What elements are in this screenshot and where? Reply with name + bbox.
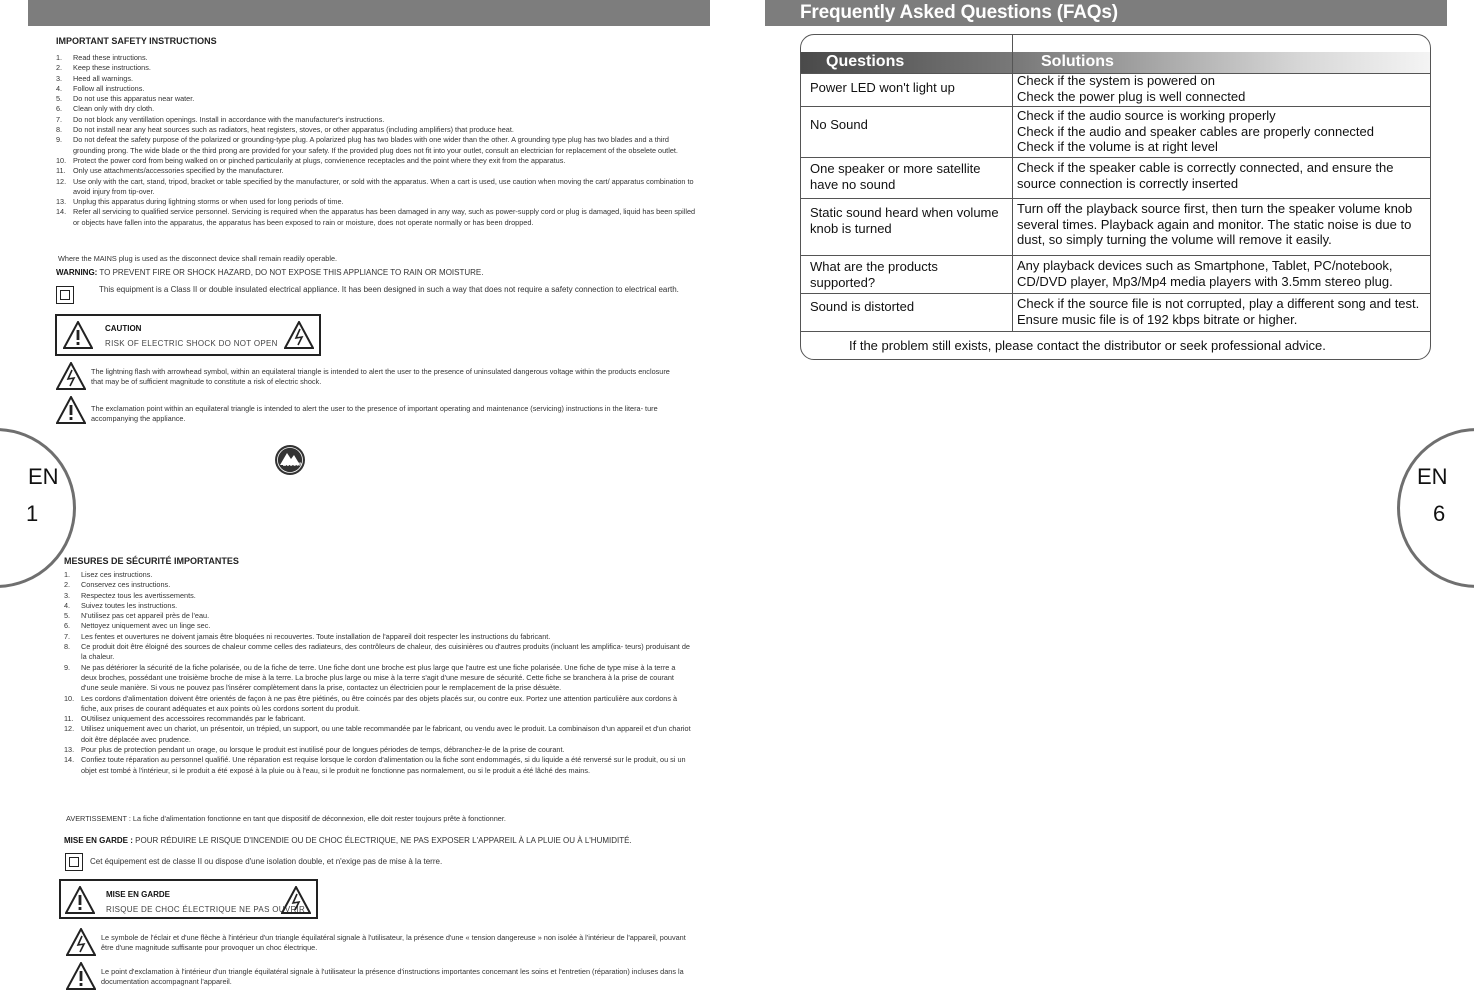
list-item-number: 14. (64, 755, 75, 765)
list-item-number: 11. (64, 714, 74, 724)
column-divider (1012, 35, 1013, 331)
questions-header: Questions (826, 53, 905, 70)
altitude-icon (274, 444, 306, 476)
list-item-number: 12. (56, 176, 67, 186)
fr-safety-list (64, 570, 692, 776)
list-item-number: 13. (64, 745, 75, 755)
exclamation-triangle-icon (56, 396, 86, 424)
row-divider (801, 198, 1430, 199)
list-item-number: 9. (56, 135, 63, 145)
list-item-text: Clean only with dry cloth. (73, 104, 155, 114)
list-item-number: 6. (56, 104, 63, 114)
fr-warning-text: POUR RÉDUIRE LE RISQUE D'INCENDIE OU DE CHOC ÉLECTRIQUE, NE PAS EXPOSER L'APPAREIL À LA PLUIE OU À L'HUMIDITÉ. (135, 836, 632, 845)
caution-box (55, 314, 321, 356)
list-item (56, 197, 702, 207)
row-divider (801, 106, 1430, 107)
exclamation-triangle-icon (66, 962, 96, 990)
list-item (64, 611, 692, 621)
list-item-text: Ne pas détériorer la sécurité de la fiche polarisée, ou de la fiche de terre. Une fiche dont une broche est plus large que l'autre est une fiche polarisée. Une fiche de type mise à la terre a deux broches, possédant une troisième broche de mise à la terre. La broche plus large ou mise à la terre s'agit d'une mesure de sécurité. Cette fiche se branchera à la prise de courant d'une seule manière. Si vous ne pouvez pas l'insérer complètement dans la prise, contactez un électricien pour le remplacement de la prise désuète. (81, 662, 676, 693)
list-item-text: Conservez ces instructions. (81, 580, 171, 590)
list-item-text: Utilisez uniquement avec un chariot, un présentoir, un trépied, un support, ou une table recommandée par le fabricant, ou vendu avec le produit. La combinaison d'un appareil et d'un chariot doit être déplacée avec prudence. (81, 724, 691, 744)
list-item-text: OUtilisez uniquement des accessoires recommandés par le fabricant. (81, 714, 306, 724)
warning-text: TO PREVENT FIRE OR SHOCK HAZARD, DO NOT EXPOSE THIS APPLIANCE TO RAIN OR MOISTURE. (99, 268, 484, 277)
lightning-triangle-icon (66, 928, 96, 956)
list-item-number: 7. (56, 114, 63, 124)
row-divider (801, 331, 1430, 332)
list-item-text: Refer all servicing to qualified service personnel. Servicing is required when the apparatus has been damaged in any way, such as power-supply cord or plug is damaged, liquid has been spilled or objects have fallen into the apparatus, the apparatus has been exposed to rain or moisture, does not operate normally or has been dropped. (73, 207, 696, 227)
list-item-text: Confiez toute réparation au personnel qualifié. Une réparation est requise lorsque le cordon d'alimentation ou la fiche sont endommagés, si du liquide a été renversé sur le produit, ou si un objet est tombé à l'intérieur, si le produit a été exposé à la pluie ou à l'eau, si le produit ne fonctionne pas normalement, ou si le produit a été lâché des mains. (81, 755, 686, 775)
exclamation-triangle-icon (63, 321, 93, 349)
class2-text: This equipment is a Class II or double insulated electrical appliance. It has been designed in such a way that does not require a safety connection to electrical earth. (99, 285, 679, 294)
caution-subtitle: RISK OF ELECTRIC SHOCK DO NOT OPEN (105, 339, 278, 348)
warning-label: WARNING: (56, 268, 98, 277)
list-item-number: 3. (56, 73, 63, 83)
solutions-header: Solutions (1041, 53, 1114, 70)
fr-caution-box (59, 879, 318, 919)
list-item-number: 2. (64, 580, 71, 590)
fr-lightning-note: Le symbole de l'éclair et d'une flèche à l'intérieur d'un triangle équilatéral signale à l'utilisateur, la présence d'une « tension dangereuse » non isolée à l'intérieur de l'appareil, pouvant être d'une magnitude suffisante pour provoquer un choc électrique. (101, 933, 686, 952)
list-item-text: Keep these instructions. (73, 63, 151, 73)
fr-caution-title: MISE EN GARDE (106, 890, 171, 899)
faq-solution: Turn off the playback source first, then turn the speaker volume knob several times. Playback again and monitor. The static noise is due to dust, so simply turning the volume will remove it easily. (1017, 201, 1413, 248)
list-item-number: 8. (64, 642, 71, 652)
faq-solution: Any playback devices such as Smartphone, Tablet, PC/notebook, CD/DVD player, Mp3/Mp4 media players with 3.5mm stereo plug. (1017, 258, 1393, 289)
list-item-number: 9. (64, 662, 71, 672)
list-item-number: 1. (56, 53, 63, 62)
list-item-text: Use only with the cart, stand, tripod, bracket or table specified by the manufacturer, or sold with the apparatus. When a cart is used, use caution when moving the cart/ apparatus combination to avoid injury from tip-over. (73, 176, 694, 196)
list-item (64, 580, 692, 590)
list-item-number: 12. (64, 724, 75, 734)
list-item-text: Follow all instructions. (73, 83, 145, 93)
list-item (64, 591, 692, 601)
list-item-number: 14. (56, 207, 67, 217)
list-item (64, 694, 692, 715)
safety-list (56, 53, 702, 228)
list-item (64, 632, 692, 642)
faq-table (800, 34, 1431, 360)
list-item-number: 7. (64, 631, 71, 641)
list-item (64, 663, 692, 694)
list-item-text: Nettoyez uniquement avec un linge sec. (81, 621, 211, 631)
list-item-number: 3. (64, 590, 71, 600)
list-item-text: Only use attachments/accessories specified by the manufacturer. (73, 166, 284, 176)
list-item-number: 8. (56, 125, 63, 135)
list-item (56, 125, 702, 135)
caution-title: CAUTION (105, 324, 142, 333)
lightning-note: The lightning flash with arrowhead symbol, within an equilateral triangle is intended to alert the user to the presence of uninsulated dangerous voltage within the products enclosure that may be of sufficient magnitude to constitute a risk of electric shock. (91, 367, 670, 386)
fr-class2-icon (65, 853, 83, 871)
fr-safety-title: MESURES DE SÉCURITÉ IMPORTANTES (64, 556, 239, 566)
list-item-number: 4. (56, 83, 63, 93)
list-item (64, 724, 692, 745)
list-item-number: 1. (64, 570, 71, 579)
list-item-text: Les fentes et ouvertures ne doivent jamais être bloquées ni recouvertes. Toute installation de l'appareil doit respecter les instructions du fabricant. (81, 631, 551, 641)
list-item (56, 74, 702, 84)
lang-label-left: EN (28, 464, 59, 489)
list-item-text: Do not block any ventillation openings. Install in accordance with the manufacturer's instructions. (73, 114, 385, 124)
lightning-triangle-icon (56, 362, 86, 390)
faq-solution: Check if the audio source is working properly Check if the audio and speaker cables are properly connected Check if the volume is at right level (1017, 108, 1374, 155)
list-item-text: Protect the power cord from being walked on or pinched particularily at plugs, convienence receptacles and the point where they exit from the apparatus. (73, 155, 566, 165)
list-item (64, 621, 692, 631)
list-item (56, 115, 702, 125)
row-divider (801, 293, 1430, 294)
fr-class2-text: Cet équipement est de classe II ou dispose d'une isolation double, et n'exige pas de mise à la terre. (90, 857, 443, 866)
list-item-number: 5. (56, 94, 63, 104)
page-number-right: 6 (1433, 501, 1446, 526)
faq-question: Static sound heard when volume knob is turned (810, 205, 999, 236)
list-item-text: Read these intructions. (73, 53, 148, 62)
list-item-text: Suivez toutes les instructions. (81, 600, 178, 610)
faq-footer: If the problem still exists, please contact the distributor or seek professional advice. (849, 338, 1326, 353)
list-item-text: Do not install near any heat sources such as radiators, heat registers, stoves, or other apparatus (including amplifiers) that produce heat. (73, 125, 514, 135)
mains-note: Where the MAINS plug is used as the disconnect device shall remain readily operable. (58, 254, 338, 263)
list-item-text: Heed all warnings. (73, 73, 134, 83)
list-item-text: Pour plus de protection pendant un orage, ou lorsque le produit est inutilisé pour de longues périodes de temps, débranchez-le de la prise de courant. (81, 745, 565, 755)
lightning-triangle-icon (281, 886, 311, 914)
list-item-number: 10. (56, 155, 67, 165)
faq-question: One speaker or more satellite have no sound (810, 161, 981, 192)
lightning-triangle-icon (284, 321, 314, 349)
page-number-left: 1 (26, 501, 39, 526)
list-item (56, 94, 702, 104)
list-item-number: 10. (64, 693, 75, 703)
list-item (56, 84, 702, 94)
list-item-text: Unplug this apparatus during lightning storms or when used for long periods of time. (73, 197, 344, 207)
fr-exclamation-note: Le point d'exclamation à l'intérieur d'un triangle équilatéral signale à l'utilisateur la présence d'instructions importantes concernant les soins et l'entretien (réparation) incluses dans la documentation accompagnant l'appareil. (101, 967, 684, 986)
faq-title: Frequently Asked Questions (FAQs) (800, 2, 1118, 23)
list-item (56, 53, 702, 63)
fr-warning-line (64, 836, 632, 845)
lang-label-right: EN (1417, 464, 1448, 489)
list-item-number: 2. (56, 63, 63, 73)
altitude-label: 2000m (283, 462, 302, 468)
faq-solution: Check if the speaker cable is correctly connected, and ensure the source connection is correctly inserted (1017, 160, 1394, 191)
list-item (64, 642, 692, 663)
left-header-bar (28, 0, 710, 26)
list-item (64, 755, 692, 776)
faq-question: What are the products supported? (810, 259, 938, 290)
list-item-number: 13. (56, 197, 67, 207)
exclamation-note: The exclamation point within an equilateral triangle is intended to alert the user to the presence of important operating and maintenance (servicing) instructions in the litera- ture accompanying the appliance. (91, 404, 658, 423)
list-item-number: 11. (56, 166, 66, 176)
list-item-number: 4. (64, 600, 71, 610)
list-item-text: Ce produit doit être éloigné des sources de chaleur comme celles des radiateurs, des contrôleurs de chaleur, des cuisinières ou d'autres produits (incluant les amplifica- teurs) produisant de la chaleur. (81, 642, 690, 662)
faq-question: Power LED won't light up (810, 80, 955, 95)
fr-caution-subtitle: RISQUE DE CHOC ÉLECTRIQUE NE PAS OUVRIR (106, 905, 306, 914)
faq-question: Sound is distorted (810, 299, 915, 314)
list-item-text: Lisez ces instructions. (81, 570, 153, 579)
list-item-text: Do not use this apparatus near water. (73, 94, 195, 104)
faq-question: No Sound (810, 117, 868, 132)
list-item (64, 601, 692, 611)
list-item (56, 135, 702, 156)
list-item (56, 207, 702, 228)
list-item (64, 714, 692, 724)
list-item (64, 570, 692, 580)
list-item (56, 166, 702, 176)
row-divider (801, 157, 1430, 158)
list-item (56, 177, 702, 198)
list-item-number: 5. (64, 611, 71, 621)
list-item (56, 63, 702, 73)
fr-mains-note: AVERTISSEMENT : La fiche d'alimentation fonctionne en tant que dispositif de déconnexion, elle doit rester toujours prête à fonctionner. (66, 814, 506, 823)
faq-table-header (801, 52, 1430, 73)
list-item (56, 104, 702, 114)
list-item-number: 6. (64, 621, 71, 631)
faq-solution: Check if the system is powered on Check the power plug is well connected (1017, 73, 1246, 104)
safety-title: IMPORTANT SAFETY INSTRUCTIONS (56, 36, 217, 46)
row-divider (801, 255, 1430, 256)
class2-icon (56, 286, 74, 304)
list-item-text: Do not defeat the safety purpose of the polarized or grounding-type plug. A polarized plug has two blades with one wider than the other. A grounding type plug has two blades and a third grounding prong. The wide blade or the third prong are provided for your safety. If the provided plug does not fit into your outlet, consult an electrician for replacement of the obselete outlet. (73, 135, 678, 155)
fr-warning-label: MISE EN GARDE : (64, 836, 133, 845)
warning-line (56, 268, 483, 277)
list-item-text: Les cordons d'alimentation doivent être orientés de façon à ne pas être piétinés, ou être coincés par des objets placés sur, ou contre eux. Portez une attention particulière aux cordons à fiche, aux prises de courant adéquates et aux points où les cordons sortent du produit. (81, 693, 678, 713)
list-item (64, 745, 692, 755)
list-item-text: Respectez tous les avertissements. (81, 590, 196, 600)
faq-solution: Check if the source file is not corrupted, play a different song and test. Ensure music file is of 192 kbps bitrate or higher. (1017, 296, 1420, 327)
list-item (56, 156, 702, 166)
exclamation-triangle-icon (65, 886, 95, 914)
list-item-text: N'utilisez pas cet appareil près de l'eau. (81, 611, 210, 621)
